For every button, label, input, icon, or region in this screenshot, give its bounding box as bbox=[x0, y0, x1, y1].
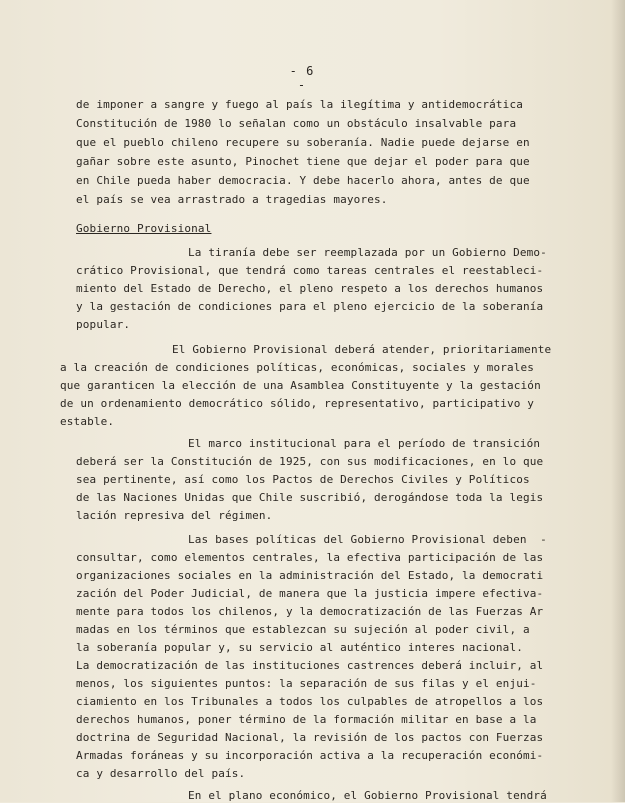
text-line: miento del Estado de Derecho, el pleno respeto a los derechos humanos bbox=[76, 282, 544, 295]
text-line: menos, los siguientes puntos: la separación de sus filas y el enjui- bbox=[76, 677, 537, 690]
text-line: El Gobierno Provisional deberá atender, prioritariamente bbox=[172, 343, 552, 356]
text-line: Las bases políticas del Gobierno Provisional deben - bbox=[188, 533, 547, 546]
text-line: zación del Poder Judicial, de manera que la justicia impere efectiva- bbox=[76, 587, 544, 600]
text-line: madas en los términos que establezcan su sujeción al poder civil, a bbox=[76, 623, 530, 636]
text-line: estable. bbox=[60, 415, 115, 428]
text-line: la soberanía popular y, su servicio al auténtico interes nacional. bbox=[76, 641, 523, 654]
text-line: doctrina de Seguridad Nacional, la revisión de los pactos con Fuerzas bbox=[76, 731, 544, 744]
text-line: en Chile pueda haber democracia. Y debe hacerlo ahora, antes de que bbox=[76, 174, 530, 187]
text-line: ca y desarrollo del país. bbox=[76, 767, 246, 780]
text-line: el país se vea arrastrado a tragedias mayores. bbox=[76, 193, 388, 206]
page-edge-shadow bbox=[611, 0, 625, 802]
text-line: mente para todos los chilenos, y la democratización de las Fuerzas Ar bbox=[76, 605, 544, 618]
text-line: lación represiva del régimen. bbox=[76, 509, 273, 522]
text-line: crático Provisional, que tendrá como tareas centrales el reestableci- bbox=[76, 264, 544, 277]
text-line: ciamiento en los Tribunales a todos los culpables de atropellos a los bbox=[76, 695, 544, 708]
text-line: derechos humanos, poner término de la formación militar en base a la bbox=[76, 713, 537, 726]
text-line: de un ordenamiento democrático sólido, representativo, participativo y bbox=[60, 397, 535, 410]
text-line: La democratización de las instituciones castrences deberá incluir, al bbox=[76, 659, 544, 672]
text-line: a la creación de condiciones políticas, económicas, sociales y morales bbox=[60, 361, 535, 374]
text-line: de imponer a sangre y fuego al país la ilegítima y antidemocrática bbox=[76, 98, 523, 111]
text-line: gañar sobre este asunto, Pinochet tiene que dejar el poder para que bbox=[76, 155, 530, 168]
section-heading: Gobierno Provisional bbox=[76, 222, 212, 235]
text-line: popular. bbox=[76, 318, 131, 331]
text-line: deberá ser la Constitución de 1925, con sus modificaciones, en lo que bbox=[76, 455, 544, 468]
text-line: y la gestación de condiciones para el pleno ejercicio de la soberanía bbox=[76, 300, 544, 313]
page-number: - 6 - bbox=[289, 64, 315, 92]
text-line: La tiranía debe ser reemplazada por un Gobierno Demo- bbox=[188, 246, 547, 259]
text-line: que garanticen la elección de una Asamblea Constituyente y la gestación bbox=[60, 379, 541, 392]
text-line: En el plano económico, el Gobierno Provisional tendrá bbox=[188, 789, 547, 802]
text-line: sea pertinente, así como los Pactos de Derechos Civiles y Políticos bbox=[76, 473, 530, 486]
text-line: que el pueblo chileno recupere su soberanía. Nadie puede dejarse en bbox=[76, 136, 530, 149]
text-line: Armadas foráneas y su incorporación activa a la recuperación económi- bbox=[76, 749, 544, 762]
text-line: El marco institucional para el período de transición bbox=[188, 437, 541, 450]
text-line: de las Naciones Unidas que Chile suscribió, derogándose toda la legis bbox=[76, 491, 544, 504]
text-line: organizaciones sociales en la administración del Estado, la democrati bbox=[76, 569, 544, 582]
text-line: consultar, como elementos centrales, la efectiva participación de las bbox=[76, 551, 544, 564]
text-line: Constitución de 1980 lo señalan como un obstáculo insalvable para bbox=[76, 117, 517, 130]
